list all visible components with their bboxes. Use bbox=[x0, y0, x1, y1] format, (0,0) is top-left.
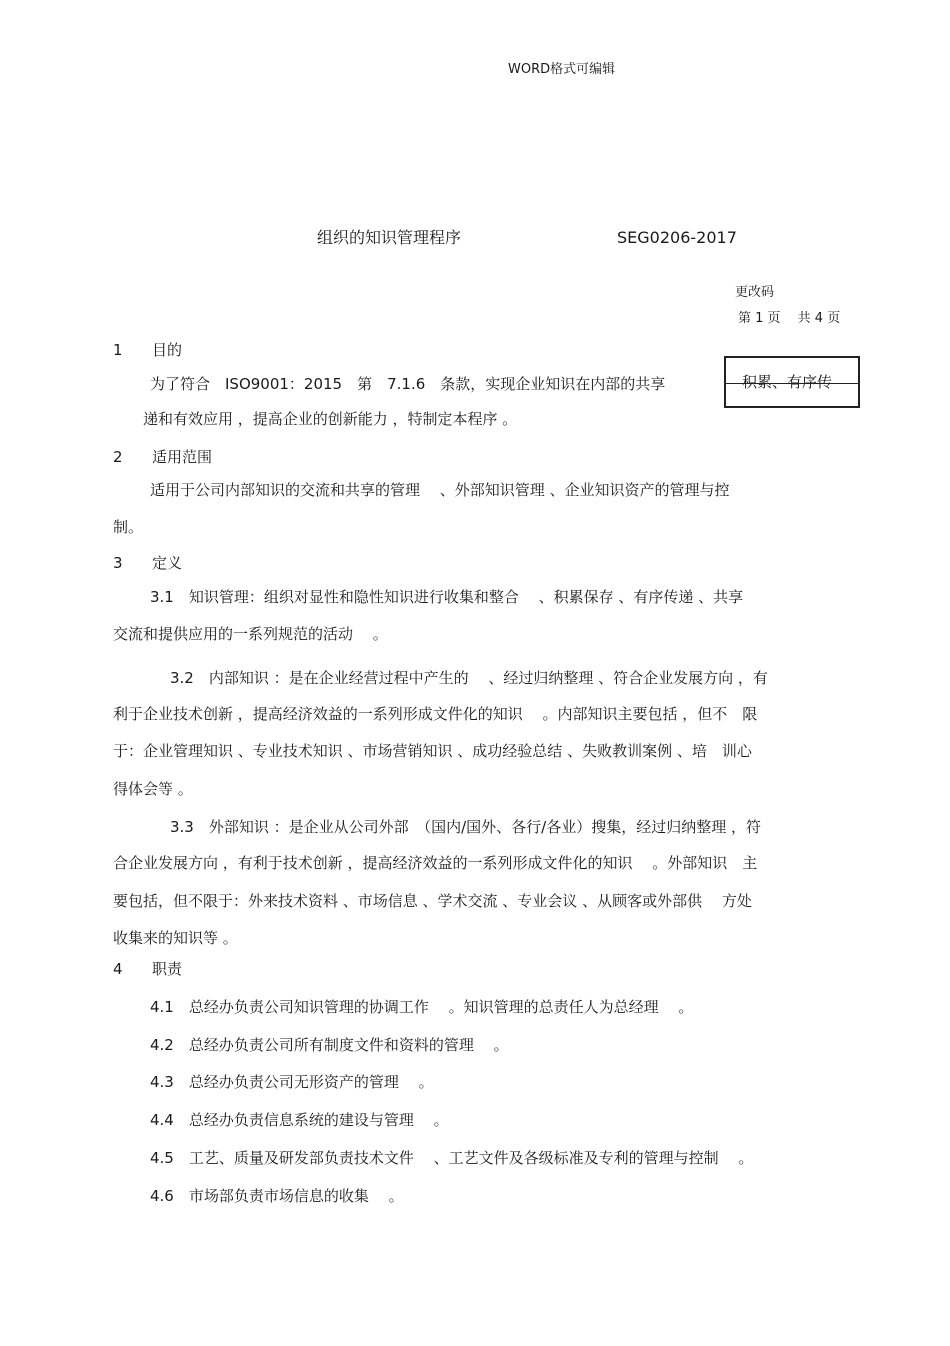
section-1-heading: 目的 bbox=[152, 341, 183, 359]
strikethrough-line bbox=[726, 383, 858, 384]
section-2-number: 2 bbox=[113, 448, 123, 466]
document-title: 组织的知识管理程序 bbox=[317, 228, 462, 247]
section-3-heading: 定义 bbox=[152, 554, 183, 572]
duty-item: 4.3 总经办负责公司无形资产的管理 。 bbox=[150, 1073, 434, 1091]
section-4-number: 4 bbox=[113, 960, 123, 978]
def-3-3-line-3: 要包括，但不限于：外来技术资料 、市场信息 、学术交流 、专业会议 、从顾客或外部供 方处 bbox=[113, 892, 752, 910]
duty-item: 4.6 市场部负责市场信息的收集 。 bbox=[150, 1187, 404, 1205]
duty-item: 4.5 工艺、质量及研发部负责技术文件 、工艺文件及各级标准及专利的管理与控制 。 bbox=[150, 1149, 754, 1167]
struck-text-box bbox=[724, 356, 860, 408]
def-3-1-line-1: 3.1 知识管理：组织对显性和隐性知识进行收集和整合 、积累保存 、有序传递 、共享 bbox=[150, 588, 744, 606]
section-2-line-1: 适用于公司内部知识的交流和共享的管理 、外部知识管理 、企业知识资产的管理与控 bbox=[150, 481, 730, 499]
def-3-3-line-1: 3.3 外部知识 ：是企业从公司外部 （国内/国外、各行/各业）搜集，经过归纳整理 ，符 bbox=[170, 818, 762, 836]
def-3-2-line-1: 3.2 内部知识 ：是在企业经营过程中产生的 、经过归纳整理 、符合企业发展方向 ，有 bbox=[170, 669, 768, 687]
document-code: SEG0206-2017 bbox=[617, 228, 737, 247]
def-3-3-line-4: 收集来的知识等 。 bbox=[113, 929, 238, 947]
duty-item: 4.2 总经办负责公司所有制度文件和资料的管理 。 bbox=[150, 1036, 509, 1054]
section-3-number: 3 bbox=[113, 554, 123, 572]
revision-code-label: 更改码 bbox=[735, 285, 775, 300]
def-3-1-line-2: 交流和提供应用的一系列规范的活动 。 bbox=[113, 625, 388, 643]
section-1-number: 1 bbox=[113, 341, 123, 359]
def-3-2-line-4: 得体会等 。 bbox=[113, 780, 193, 798]
def-3-3-line-2: 合企业发展方向 ，有利于技术创新 ，提高经济效益的一系列形成文件化的知识 。外部知识 主 bbox=[113, 854, 758, 872]
struck-text: 积累、有序传 bbox=[742, 373, 833, 391]
duty-item: 4.1 总经办负责公司知识管理的协调工作 。知识管理的总责任人为总经理 。 bbox=[150, 998, 694, 1016]
section-2-heading: 适用范围 bbox=[152, 448, 213, 466]
section-2-line-2: 制。 bbox=[113, 518, 144, 536]
header-watermark: WORD格式可编辑 bbox=[508, 62, 616, 77]
duty-item: 4.4 总经办负责信息系统的建设与管理 。 bbox=[150, 1111, 449, 1129]
section-1-line-1: 为了符合 ISO9001：2015 第 7.1.6 条款，实现企业知识在内部的共享 bbox=[150, 375, 666, 393]
def-3-2-line-3: 于：企业管理知识 、专业技术知识 、市场营销知识 、成功经验总结 、失败教训案例 、培 训心 bbox=[113, 742, 752, 760]
page-info: 第 1 页 共 4 页 bbox=[738, 311, 841, 326]
section-1-line-2: 递和有效应用 ，提高企业的创新能力 ，特制定本程序 。 bbox=[143, 410, 518, 428]
section-4-heading: 职责 bbox=[152, 960, 183, 978]
def-3-2-line-2: 利于企业技术创新 ，提高经济效益的一系列形成文件化的知识 。内部知识主要包括 ，但不 限 bbox=[113, 705, 758, 723]
